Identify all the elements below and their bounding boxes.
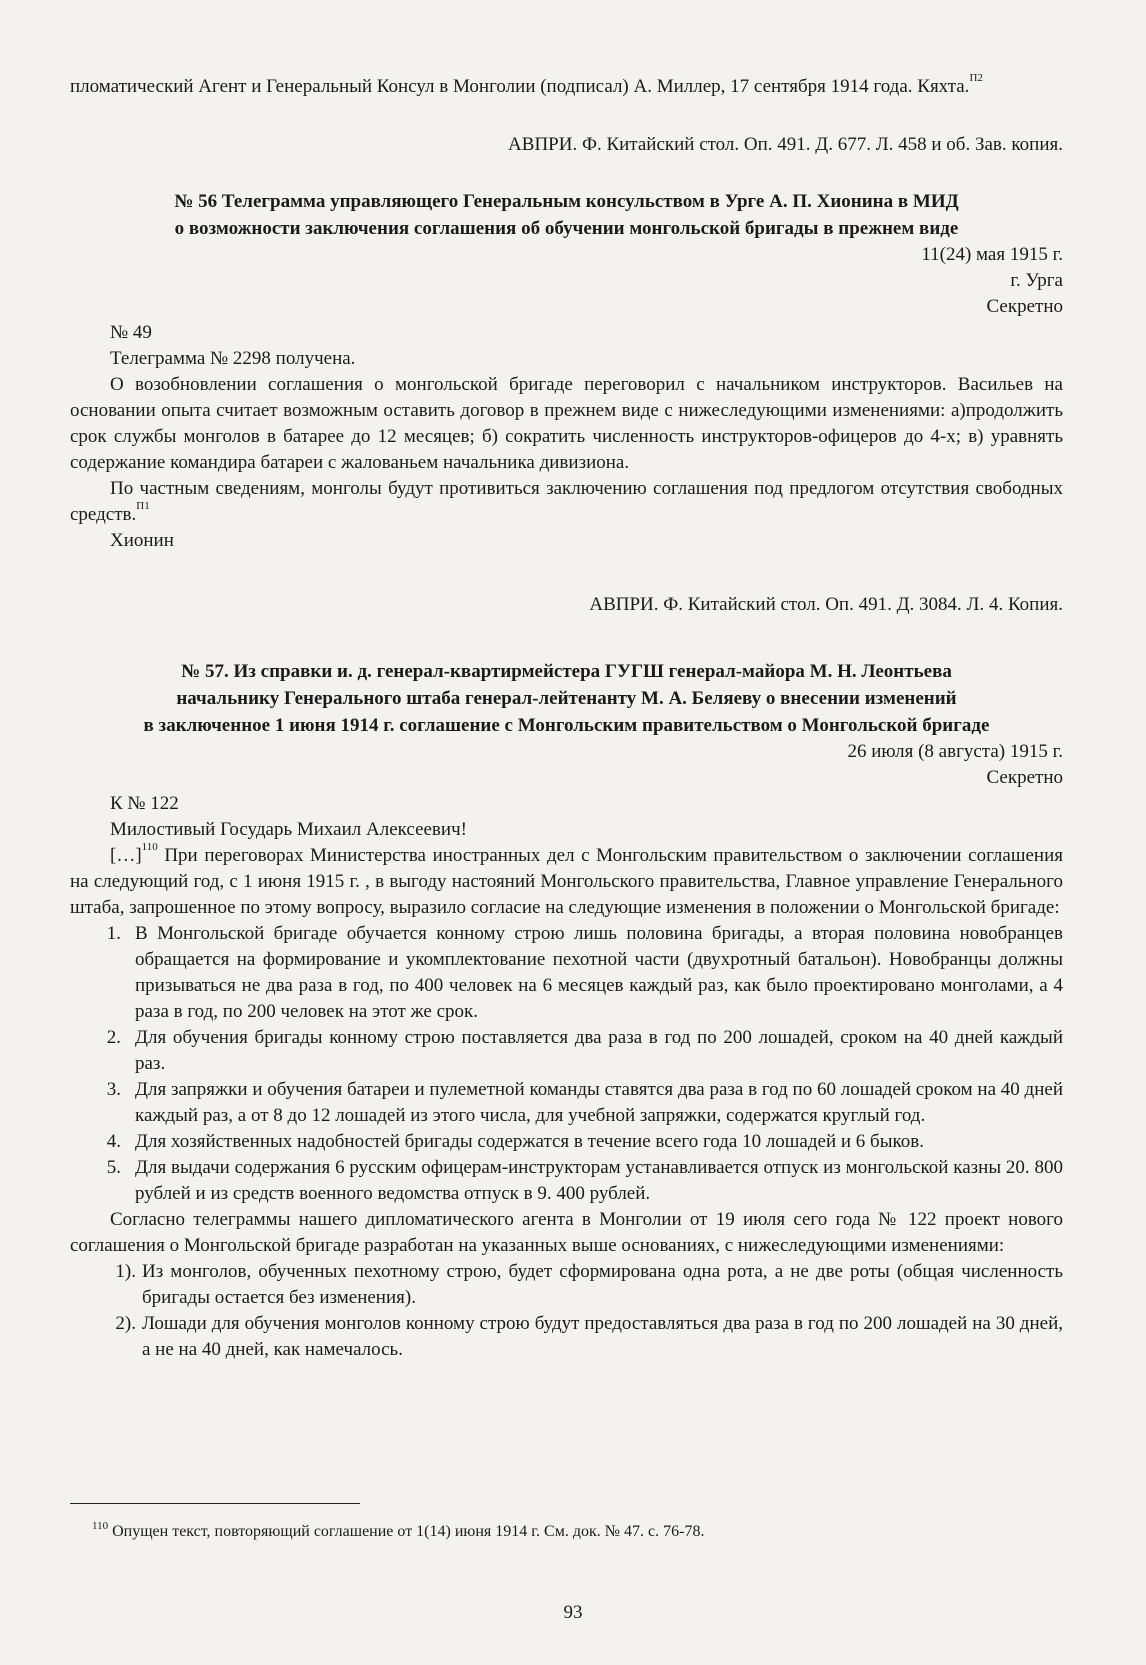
doc56-title-line-1: № 56 Телеграмма управляющего Генеральным консульством в Урге А. П. Хионина в МИД [174,191,959,212]
doc57-title-line-2: начальнику Генерального штаба генерал-лейтенанту М. А. Беляеву о внесении изменений [176,688,957,709]
list-item: 2. Для обучения бригады конному строю поставляется два раза в год по 200 лошадей, сроком на 40 дней каждый раз. [106,1027,1063,1074]
doc56-paragraph-1: Телеграмма № 2298 получена. [110,348,356,369]
doc57-after-paragraph: Согласно телеграммы нашего дипломатического агента в Монголии от 19 июля сего года № 122 проект нового соглашения о Монгольской бригаде разработан на указанных выше основаниях, с нижеследующими изменениями: [70,1209,1063,1256]
doc57-salutation: Милостивый Государь Михаил Алексеевич! [110,819,467,840]
list-item: 2). Лошади для обучения монголов конному строю будут предоставляться два раза в год по 200 лошадей на 30 дней, а не на 40 дней, как намечалось. [115,1313,1063,1360]
continuation-note-mark: П2 [969,72,983,84]
doc56-signature: Хионин [110,530,174,551]
list-item: 1. В Монгольской бригаде обучается конному строю лишь половина бригады, а вторая половина новобранцев обращается на формирование и укомплектование пехотной части (двухротный батальон). Новобранцы должны призываться не два раза в год, по 400 человек на 6 месяцев каждый раз, как было проектировано монголами, а 4 раза в год, по 200 человек на этот же срок. [106,923,1063,1022]
document-56 [70,188,1063,618]
doc57-points-list [70,921,1063,1207]
archive-reference-56: АВПРИ. Ф. Китайский стол. Оп. 491. Д. 3084. Л. 4. Копия. [589,594,1063,615]
doc57-date: 26 июля (8 августа) 1915 г. [847,741,1063,762]
archive-reference-55: АВПРИ. Ф. Китайский стол. Оп. 491. Д. 677. Л. 458 и об. Зав. копия. [508,134,1063,155]
page-number: 93 [563,1602,583,1623]
doc56-title-line-2: о возможности заключения соглашения об обучении монгольской бригады в прежнем виде [174,218,959,239]
footnote-110: $^{110}$ Опущен текст, повторяющий соглашение от 1(14) июня 1914 г. См. док. № 47. с. 76-78. [92,1520,705,1540]
doc56-date: 11(24) мая 1915 г. [921,244,1063,265]
doc57-intro-note-mark: 110 [141,841,158,853]
doc56-paragraph-2: О возобновлении соглашения о монгольской бригаде переговорил с начальником инструкторов. Васильев на основании опыта считает возможным оставить договор в прежнем виде с нижеследующими изменениями: а)продолжить срок службы монголов в батарее до 12 месяцев; б) сократить численность инструкторов-офицеров до 4-х; в) уравнять содержание командира батареи с жалованьем начальника дивизиона. [70,374,1063,473]
doc56-place: г. Урга [1010,270,1063,291]
doc57-reference: К № 122 [110,793,179,814]
doc57-changes-list [70,1259,1063,1363]
list-item: 4. Для хозяйственных надобностей бригады содержатся в течение всего года 10 лошадей и 6 быков. [106,1131,924,1152]
doc56-number: № 49 [110,322,152,343]
footnote-mark: 110 [92,1520,109,1532]
doc56-note-mark: П1 [136,500,150,512]
document-57 [70,658,1063,1363]
page-content [70,74,1063,1363]
footnote-divider [70,1503,360,1504]
doc57-title-line-1: № 57. Из справки и. д. генерал-квартирмейстера ГУГШ генерал-майора М. Н. Леонтьева [181,661,952,682]
doc56-secrecy: Секретно [986,296,1063,317]
continuation-paragraph: пломатический Агент и Генеральный Консул в Монголии (подписал) А. Миллер, 17 сентября 1914 года. Кяхта.$^{П2}$ [70,72,983,97]
doc57-secrecy: Секретно [986,767,1063,788]
doc56-paragraph-3: По частным сведениям, монголы будут противиться заключению соглашения под предлогом отсутствия свободных средств.$^{П1}$ [70,478,1063,525]
list-item: 5. Для выдачи содержания 6 русским офицерам-инструкторам устанавливается отпуск из монгольской казны 20. 800 рублей и из средств военного ведомства отпуск в 9. 400 рублей. [106,1157,1063,1204]
list-item: 3. Для запряжки и обучения батареи и пулеметной команды ставятся два раза в год по 60 лошадей сроком на 40 дней каждый раз, а от 8 до 12 лошадей из этого числа, для учебной запряжки, содержатся круглый год. [106,1079,1063,1126]
doc57-title-line-3: в заключенное 1 июня 1914 г. соглашение с Монгольским правительством о Монгольской бригаде [143,715,990,736]
doc57-intro-paragraph: […]$^{110}$ При переговорах Министерства иностранных дел с Монгольским правительством о заключении соглашения на следующий год, с 1 июня 1915 г. , в выгоду настояний Монгольского правительства, Главное управление Генерального штаба, запрошенное по этому вопросу, выразило согласие на следующие изменения в положении о Монгольской бригаде: [70,841,1063,918]
list-item: 1). Из монголов, обученных пехотному строю, будет сформирована одна рота, а не две роты (общая численность бригады остается без изменения). [115,1261,1063,1308]
